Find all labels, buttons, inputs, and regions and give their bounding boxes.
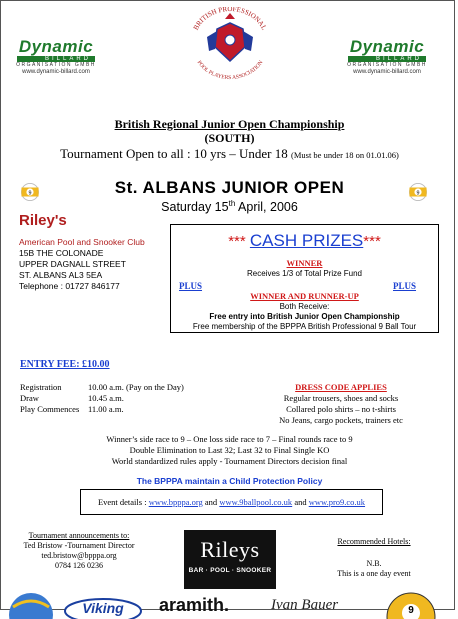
- dynamic-billard-logo-left: [11, 38, 101, 76]
- schedule-row: [20, 393, 124, 403]
- tournament-rules: [1, 434, 458, 467]
- winner-text: Receives 1/3 of Total Prize Fund: [246, 269, 363, 278]
- child-protection-notice: The BPPPA maintain a Child Protection Policy: [136, 476, 323, 486]
- cash-prizes-heading: CASH PRIZES: [249, 231, 364, 250]
- 9ballpool-link[interactable]: www.9ballpool.co.uk: [219, 497, 293, 507]
- event-details-prefix: Event details :: [97, 497, 149, 507]
- sponsor-globe-logo: [7, 591, 55, 613]
- viking-text: Viking: [82, 600, 124, 616]
- dress-code-heading: DRESS CODE APPLIES: [295, 382, 387, 392]
- venue-line1: 15B THE COLONADE: [19, 248, 104, 258]
- rileys-logo-name: Rileys: [200, 537, 260, 562]
- and-text: and: [292, 497, 309, 507]
- bppa-bottom-text: POOL PLAYERS ASSOCIATION: [195, 59, 265, 81]
- event-date: [1, 199, 458, 214]
- ball-number: 9: [408, 605, 414, 616]
- venue-club: American Pool and Snooker Club: [19, 237, 145, 247]
- schedule-label: Registration: [20, 382, 62, 392]
- dynamic-logo-url: www.dynamic-billard.com: [353, 69, 421, 75]
- eligibility-text: Tournament Open to all : 10 yrs – Under 18: [60, 146, 288, 161]
- schedule-value: 10.00 a.m. (Pay on the Day): [88, 382, 184, 392]
- hotels-heading: Recommended Hotels:: [337, 537, 411, 546]
- both-receive: Both Receive:: [279, 302, 330, 311]
- championship-title: British Regional Junior Open Championship: [114, 117, 345, 131]
- announcements: [15, 531, 143, 571]
- rileys-logo-tagline: BAR · POOL · SNOOKER: [188, 567, 272, 574]
- sponsor-viking-logo: [63, 591, 143, 616]
- schedule-row: [20, 404, 124, 414]
- schedule-label: Draw: [20, 393, 39, 403]
- dynamic-logo-word: Dynamic: [349, 37, 425, 56]
- plus-right: PLUS: [393, 281, 417, 291]
- hotels-nb: N.B.: [366, 559, 382, 568]
- venue-line3: ST. ALBANS AL3 5EA: [19, 270, 103, 280]
- rileys-logo: [184, 530, 276, 589]
- bppa-top-text: BRITISH PROFESSIONAL: [191, 7, 269, 32]
- free-membership: Free membership of the BPPPA British Professional 9 Ball Tour: [192, 322, 417, 331]
- rules-line2: Double Elimination to Last 32; Last 32 to Final Single KO: [129, 445, 330, 455]
- ball-number: 9: [28, 190, 32, 197]
- director-email: ted.bristow@bpppa.org: [41, 551, 117, 560]
- bppa-crest-logo: [185, 7, 275, 81]
- schedule-value: 10.45 a.m.: [88, 393, 124, 403]
- dynamic-logo-sub: ORGANISATION GMBH: [16, 62, 96, 68]
- dynamic-logo-bar: BILLARD: [17, 56, 95, 62]
- dress-line2: Collared polo shirts – no t-shirts: [286, 404, 396, 414]
- sponsor-aramith-logo: aramith.: [159, 595, 230, 615]
- dynamic-logo-sub: ORGANISATION GMBH: [347, 62, 427, 68]
- venue-phone: Telephone : 01727 846177: [19, 281, 120, 291]
- dress-line1: Regular trousers, shoes and socks: [283, 393, 399, 403]
- dynamic-logo-word: Dynamic: [18, 37, 94, 56]
- svg-text:POOL PLAYERS ASSOCIATION: [196, 60, 265, 81]
- ball-number: 9: [416, 190, 420, 197]
- dynamic-logo-bar: BILLARD: [348, 56, 426, 62]
- hotels-text: This is a one day event: [337, 569, 411, 578]
- date-sup: th: [228, 199, 236, 208]
- venue-line2: UPPER DAGNALL STREET: [19, 259, 126, 269]
- stars-left: ***: [228, 233, 246, 250]
- event-details-box: [80, 489, 383, 515]
- free-entry: Free entry into British Junior Open Championship: [209, 312, 400, 321]
- dress-line3: No Jeans, cargo pockets, trainers etc: [279, 415, 403, 425]
- entry-fee: ENTRY FEE: £10.00: [20, 359, 110, 370]
- sponsor-nine-ball-logo: [373, 591, 449, 616]
- sponsor-signature-logo: Ivan Bauer: [271, 597, 339, 613]
- eligibility-note: (Must be under 18 on 01.01.06): [291, 150, 399, 160]
- schedule-row: [20, 382, 184, 392]
- announcements-heading: Tournament announcements to:: [28, 531, 130, 540]
- schedule-label: Play Commences: [20, 404, 80, 414]
- dynamic-logo-url: www.dynamic-billard.com: [22, 69, 90, 75]
- eligibility-line: [1, 146, 458, 162]
- recommended-hotels: [319, 537, 429, 579]
- director-name: Ted Bristow -Tournament Director: [23, 541, 135, 550]
- region-title: (SOUTH): [204, 131, 255, 145]
- date-suffix: April, 2006: [235, 200, 298, 215]
- stars-right: ***: [363, 233, 381, 250]
- rules-line1: Winner’s side race to 9 – One loss side race to 7 – Final rounds race to 9: [106, 434, 353, 444]
- winner-heading: WINNER: [286, 258, 323, 268]
- plus-left: PLUS: [179, 281, 203, 291]
- and-text: and: [202, 497, 220, 507]
- runner-up-heading: WINNER AND RUNNER-UP: [250, 291, 359, 301]
- venue-address: [19, 237, 145, 292]
- dress-code: [261, 382, 421, 426]
- rules-line3: World standardized rules apply - Tournament Directors decision final: [111, 456, 348, 466]
- director-phone: 0784 126 0236: [55, 561, 103, 570]
- cash-prizes-box: [170, 224, 439, 333]
- event-title: St. ALBANS JUNIOR OPEN: [114, 178, 345, 197]
- pro9-link[interactable]: www.pro9.co.uk: [308, 497, 366, 507]
- schedule-value: 11.00 a.m.: [88, 404, 124, 414]
- dynamic-billard-logo-right: [342, 38, 432, 76]
- bpppa-link[interactable]: www.bpppa.org: [148, 497, 203, 507]
- date-prefix: Saturday 15: [161, 200, 229, 215]
- venue-name: Riley's: [19, 212, 67, 229]
- cash-prizes-title: [171, 231, 438, 251]
